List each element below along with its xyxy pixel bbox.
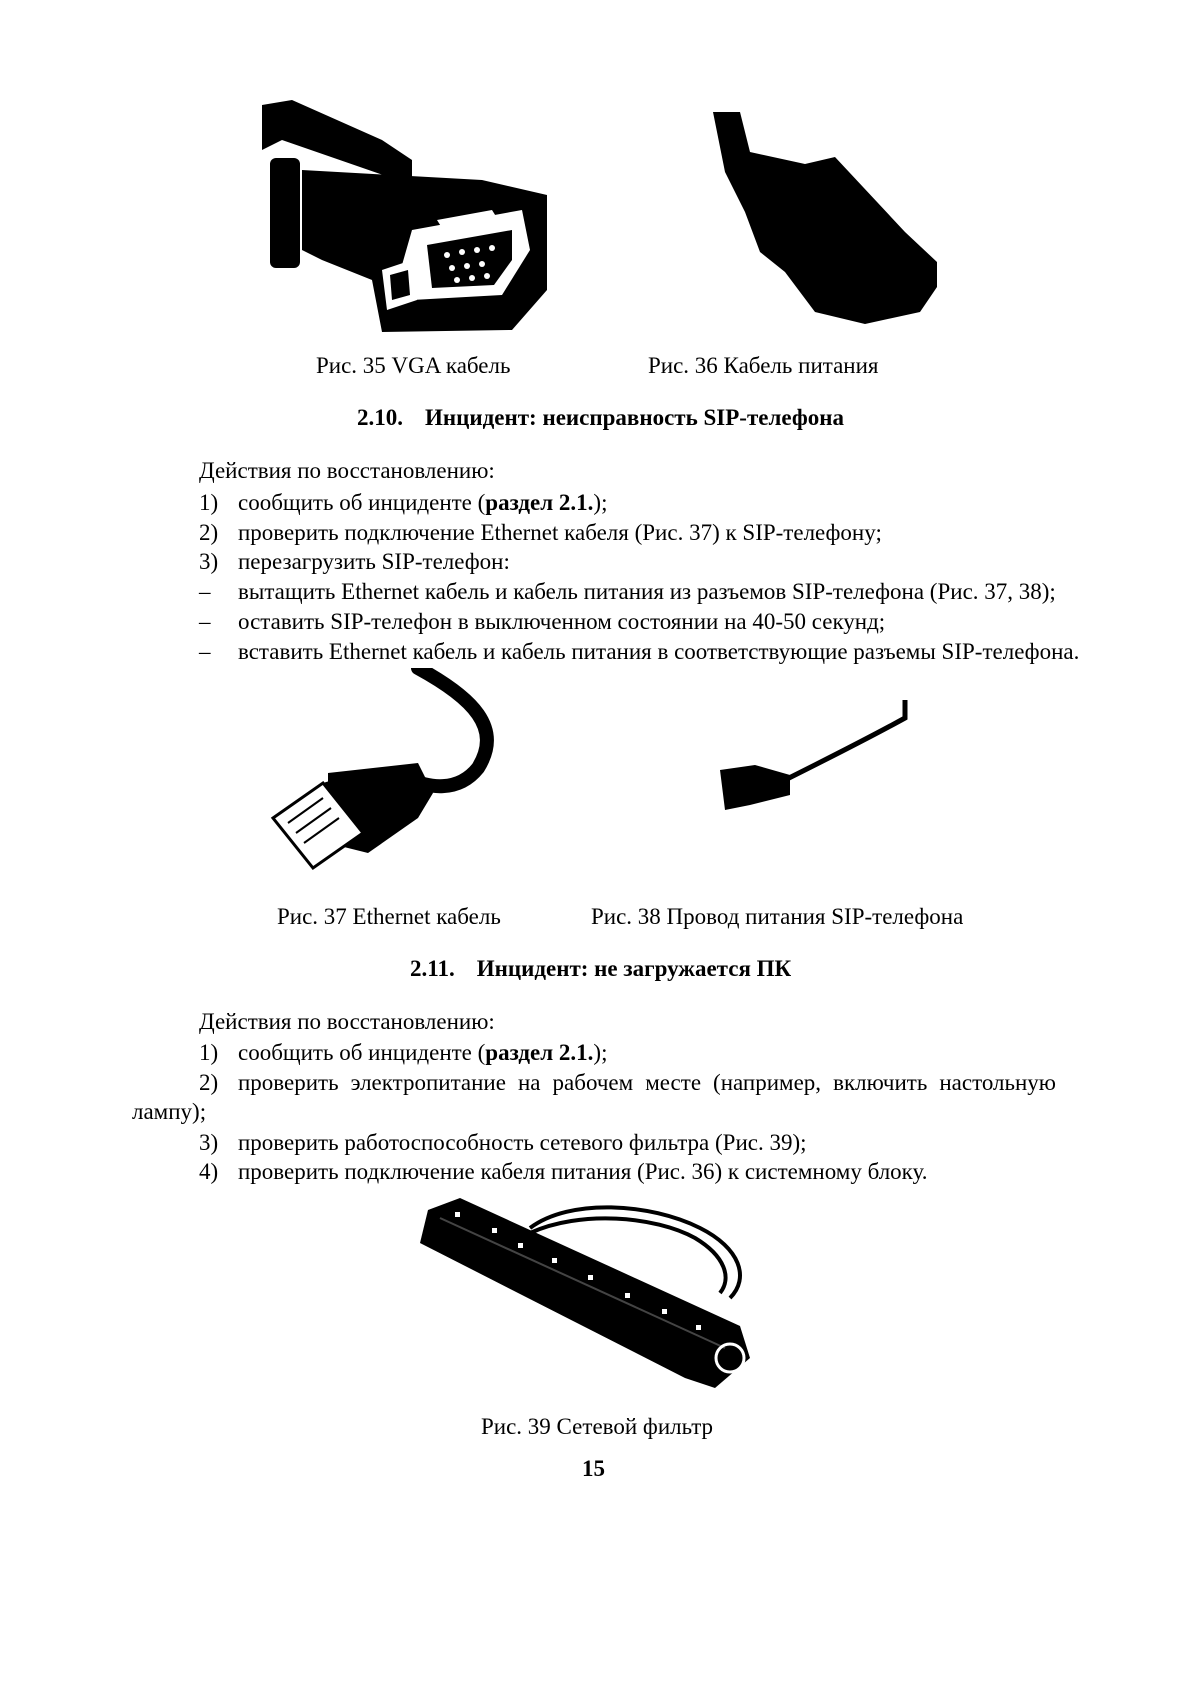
list-item-text: ); <box>593 490 608 515</box>
list-item <box>238 490 607 516</box>
list-marker: 2) <box>199 520 219 545</box>
sip-phone-power-cord-image <box>715 700 910 810</box>
section-reference: раздел 2.1. <box>485 1040 594 1065</box>
section-reference: раздел 2.1. <box>485 490 594 515</box>
section-title: Инцидент: не загружается ПК <box>476 956 792 981</box>
list-item: проверить работоспособность сетевого фильтра (Рис. 39); <box>238 1130 807 1155</box>
list-item-text: сообщить об инциденте ( <box>238 490 486 515</box>
surge-protector-image <box>420 1198 770 1390</box>
list-marker: 4) <box>199 1159 219 1184</box>
dash-item: вставить Ethernet кабель и кабель питания в соответствующие разъемы SIP-телефона. <box>238 639 1080 664</box>
list-item-continuation: лампу); <box>132 1099 207 1124</box>
figure-caption: Рис. 35 VGA кабель <box>316 353 511 378</box>
vga-cable-image <box>262 100 552 335</box>
dash-item: оставить SIP-телефон в выключенном состоянии на 40-50 секунд; <box>238 609 886 634</box>
list-marker: 3) <box>199 549 219 574</box>
list-marker: 2) <box>199 1070 219 1095</box>
paragraph-intro: Действия по восстановлению: <box>199 458 495 483</box>
list-marker: 1) <box>199 1040 219 1065</box>
power-cable-image <box>705 112 940 327</box>
list-marker: 1) <box>199 490 219 515</box>
dash-item: вытащить Ethernet кабель и кабель питания из разъемов SIP-телефона (Рис. 37, 38); <box>238 579 1056 604</box>
dash-marker: – <box>199 609 211 634</box>
dash-marker: – <box>199 639 211 664</box>
section-number: 2.11. <box>410 956 455 981</box>
list-item: проверить подключение Ethernet кабеля (Рис. 37) к SIP-телефону; <box>238 520 882 545</box>
list-item-text: сообщить об инциденте ( <box>238 1040 486 1065</box>
figure-caption: Рис. 39 Сетевой фильтр <box>481 1414 714 1439</box>
paragraph-intro: Действия по восстановлению: <box>199 1009 495 1034</box>
section-title: Инцидент: неисправность SIP-телефона <box>425 405 845 430</box>
figure-caption: Рис. 36 Кабель питания <box>648 353 879 378</box>
list-item: проверить электропитание на рабочем месте (например, включить настольную <box>238 1070 1056 1095</box>
list-item-text: ); <box>593 1040 608 1065</box>
dash-marker: – <box>199 579 211 604</box>
list-item: проверить подключение кабеля питания (Рис. 36) к системному блоку. <box>238 1159 928 1184</box>
section-number: 2.10. <box>357 405 403 430</box>
list-item <box>238 1040 607 1066</box>
ethernet-cable-image <box>268 668 503 878</box>
page-number: 15 <box>582 1456 605 1481</box>
figure-caption: Рис. 38 Провод питания SIP-телефона <box>591 904 964 929</box>
list-item: перезагрузить SIP-телефон: <box>238 549 510 574</box>
section-heading <box>357 405 844 431</box>
list-marker: 3) <box>199 1130 219 1155</box>
figure-caption: Рис. 37 Ethernet кабель <box>277 904 501 929</box>
section-heading <box>410 956 791 982</box>
